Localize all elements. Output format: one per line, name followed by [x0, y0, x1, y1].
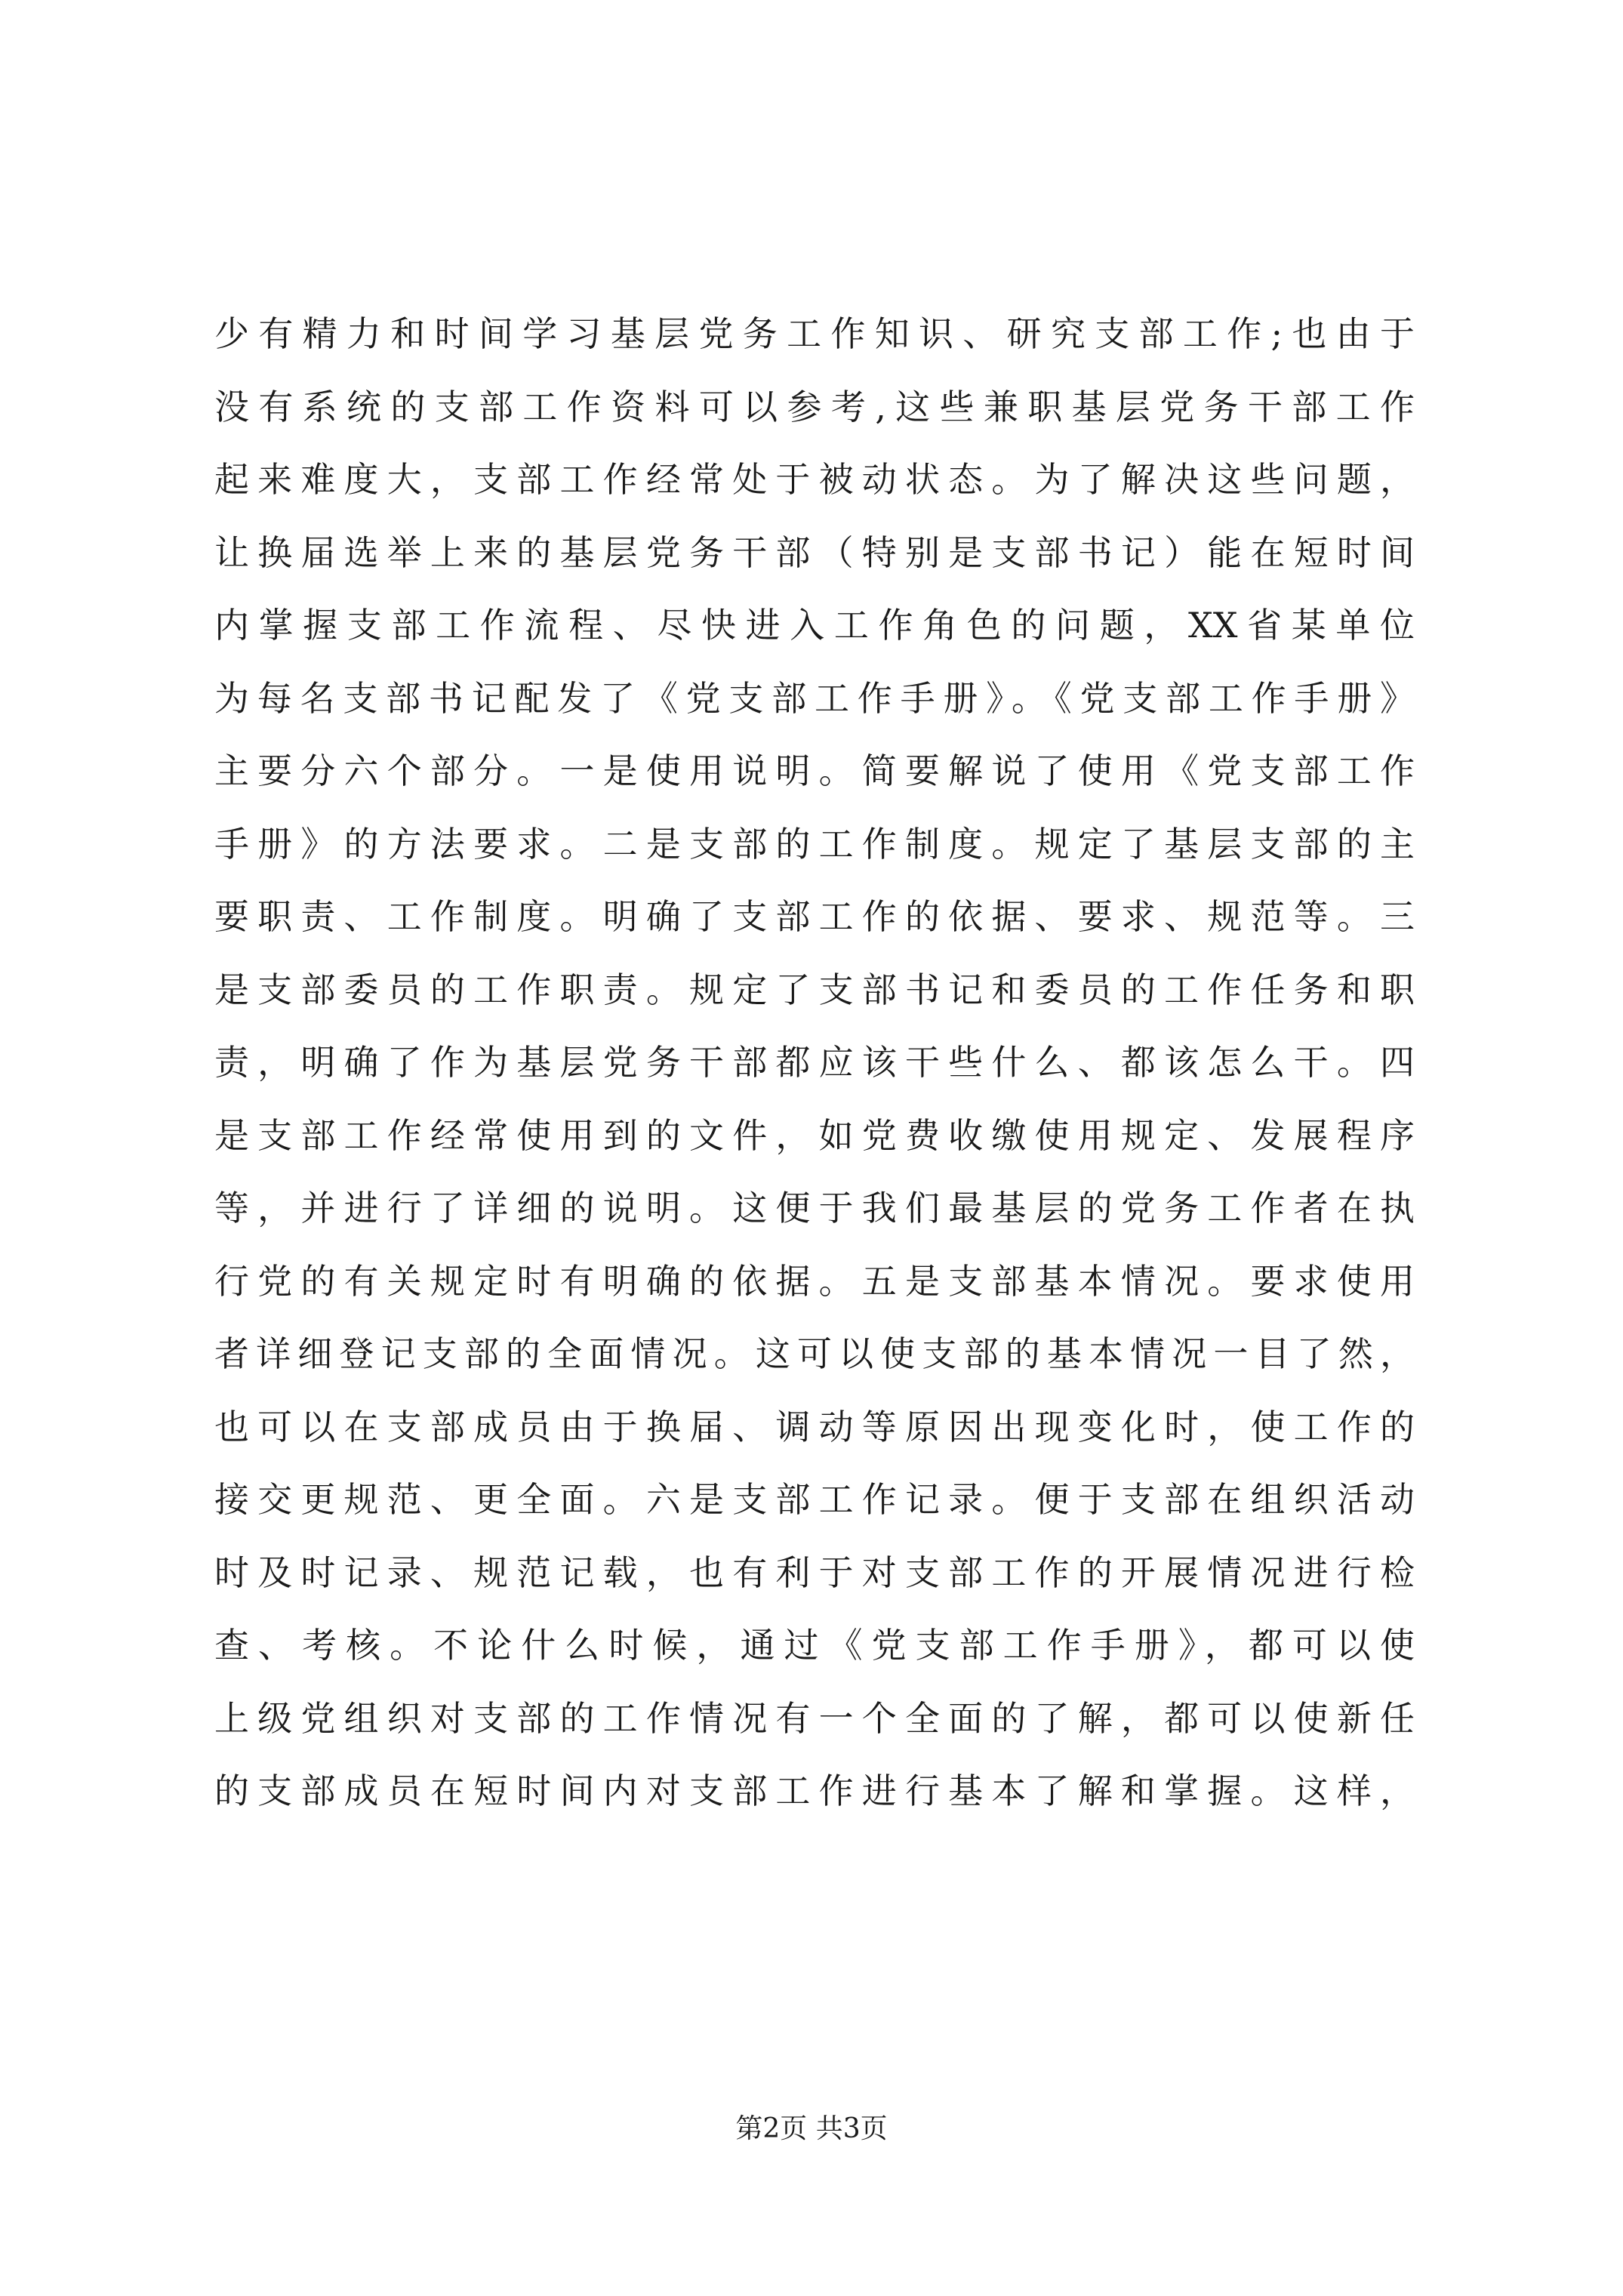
text-line: 也可以在支部成员由于换届、调动等原因出现变化时，使工作的	[214, 1406, 1415, 1447]
text-line: 少有精力和时间学习基层党务工作知识、研究支部工作;也由于	[214, 313, 1415, 354]
text-line: 主要分六个部分。一是使用说明。简要解说了使用《党支部工作	[214, 750, 1415, 791]
text-line: 者详细登记支部的全面情况。这可以使支部的基本情况一目了然，	[214, 1333, 1415, 1374]
text-line: 让换届选举上来的基层党务干部（特别是支部书记）能在短时间	[214, 532, 1415, 573]
text-line: 等，并进行了详细的说明。这便于我们最基层的党务工作者在执	[214, 1188, 1415, 1228]
text-line: 内掌握支部工作流程、尽快进入工作角色的问题，XX省某单位	[214, 605, 1415, 646]
text-line: 要职责、工作制度。明确了支部工作的依据、要求、规范等。三	[214, 896, 1415, 937]
text-line: 手册》的方法要求。二是支部的工作制度。规定了基层支部的主	[214, 823, 1415, 864]
page-number-footer: 第2页 共3页	[735, 2113, 888, 2144]
text-line: 查、考核。不论什么时候，通过《党支部工作手册》，都可以使	[214, 1625, 1415, 1666]
text-line: 时及时记录、规范记载，也有利于对支部工作的开展情况进行检	[214, 1552, 1415, 1593]
text-line: 为每名支部书记配发了《党支部工作手册》。《党支部工作手册》	[214, 677, 1415, 719]
text-line: 上级党组织对支部的工作情况有一个全面的了解，都可以使新任	[214, 1697, 1415, 1739]
text-line: 起来难度大，支部工作经常处于被动状态。为了解决这些问题，	[214, 459, 1415, 500]
text-line: 是支部工作经常使用到的文件，如党费收缴使用规定、发展程序	[214, 1114, 1415, 1156]
body-paragraph	[214, 297, 1415, 1828]
text-line: 责，明确了作为基层党务干部都应该干些什么、都该怎么干。四	[214, 1042, 1415, 1083]
text-line: 是支部委员的工作职责。规定了支部书记和委员的工作任务和职	[214, 969, 1415, 1010]
text-line: 行党的有关规定时有明确的依据。五是支部基本情况。要求使用	[214, 1260, 1415, 1302]
text-line: 接交更规范、更全面。六是支部工作记录。便于支部在组织活动	[214, 1479, 1415, 1520]
text-line: 没有系统的支部工作资料可以参考,这些兼职基层党务干部工作	[214, 386, 1415, 427]
text-line: 的支部成员在短时间内对支部工作进行基本了解和掌握。这样，	[214, 1771, 1415, 1811]
